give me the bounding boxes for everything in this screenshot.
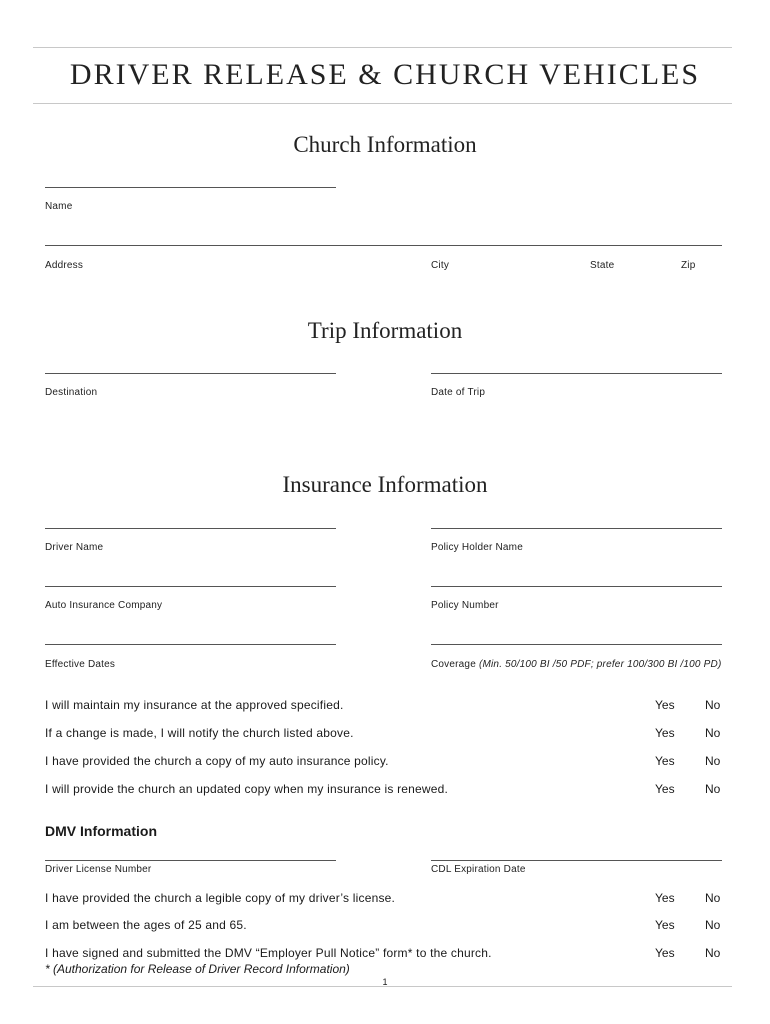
coverage-field[interactable] xyxy=(431,644,722,645)
cdl-expiration-label: CDL Expiration Date xyxy=(431,864,526,875)
trip-section-title: Trip Information xyxy=(307,318,463,343)
insurance-q3-yes[interactable]: Yes xyxy=(655,754,675,768)
policy-holder-label: Policy Holder Name xyxy=(431,542,523,553)
effective-dates-field[interactable] xyxy=(45,644,336,645)
destination-label: Destination xyxy=(45,387,98,398)
dmv-q2-yes[interactable]: Yes xyxy=(655,918,675,932)
driver-name-label: Driver Name xyxy=(45,542,104,553)
insurance-section-title: Insurance Information xyxy=(282,472,488,497)
insurance-question-2: If a change is made, I will notify the church listed above. xyxy=(45,726,354,740)
dmv-q1-yes[interactable]: Yes xyxy=(655,891,675,905)
trip-date-label: Date of Trip xyxy=(431,387,486,398)
church-name-label: Name xyxy=(45,201,73,212)
cdl-expiration-field[interactable] xyxy=(431,860,722,861)
insurance-question-1: I will maintain my insurance at the approved specified. xyxy=(45,698,344,712)
insurance-q4-no[interactable]: No xyxy=(705,782,721,796)
insurance-q3-no[interactable]: No xyxy=(705,754,721,768)
insurance-company-field[interactable] xyxy=(45,586,336,587)
insurance-q2-yes[interactable]: Yes xyxy=(655,726,675,740)
insurance-q4-yes[interactable]: Yes xyxy=(655,782,675,796)
dmv-question-1: I have provided the church a legible copy of my driver’s license. xyxy=(45,891,396,905)
address-label: Address xyxy=(45,260,84,271)
church-section-title: Church Information xyxy=(293,132,477,157)
license-number-field[interactable] xyxy=(45,860,336,861)
document-title: DRIVER RELEASE & CHURCH VEHICLES xyxy=(69,58,701,91)
insurance-q1-no[interactable]: No xyxy=(705,698,721,712)
coverage-label xyxy=(431,659,722,670)
effective-dates-label: Effective Dates xyxy=(45,659,116,670)
policy-holder-field[interactable] xyxy=(431,528,722,529)
insurance-question-3: I have provided the church a copy of my auto insurance policy. xyxy=(45,754,389,768)
trip-date-field[interactable] xyxy=(431,373,722,374)
policy-number-field[interactable] xyxy=(431,586,722,587)
destination-field[interactable] xyxy=(45,373,336,374)
driver-name-field[interactable] xyxy=(45,528,336,529)
church-address-field[interactable] xyxy=(45,245,722,246)
dmv-question-3: I have signed and submitted the DMV “Employer Pull Notice” form* to the church. xyxy=(45,946,492,960)
license-number-label: Driver License Number xyxy=(45,864,152,875)
dmv-question-2: I am between the ages of 25 and 65. xyxy=(45,918,247,932)
title-divider xyxy=(33,103,732,104)
coverage-note: (Min. 50/100 BI /50 PDF; prefer 100/300 BI /100 PD) xyxy=(478,659,722,670)
dmv-q2-no[interactable]: No xyxy=(705,918,721,932)
policy-number-label: Policy Number xyxy=(431,600,499,611)
church-name-field[interactable] xyxy=(45,187,336,188)
insurance-question-4: I will provide the church an updated copy when my insurance is renewed. xyxy=(45,782,449,796)
page-number: 1 xyxy=(382,977,388,987)
dmv-q1-no[interactable]: No xyxy=(705,891,721,905)
dmv-footnote: * (Authorization for Release of Driver Record Information) xyxy=(45,962,350,976)
insurance-company-label: Auto Insurance Company xyxy=(45,600,163,611)
top-divider xyxy=(33,47,732,48)
dmv-q3-no[interactable]: No xyxy=(705,946,721,960)
state-label: State xyxy=(590,260,615,271)
insurance-q2-no[interactable]: No xyxy=(705,726,721,740)
dmv-q3-yes[interactable]: Yes xyxy=(655,946,675,960)
city-label: City xyxy=(431,260,450,271)
insurance-q1-yes[interactable]: Yes xyxy=(655,698,675,712)
dmv-section-title: DMV Information xyxy=(45,823,157,839)
zip-label: Zip xyxy=(681,260,696,271)
coverage-label-text: Coverage xyxy=(431,659,476,670)
